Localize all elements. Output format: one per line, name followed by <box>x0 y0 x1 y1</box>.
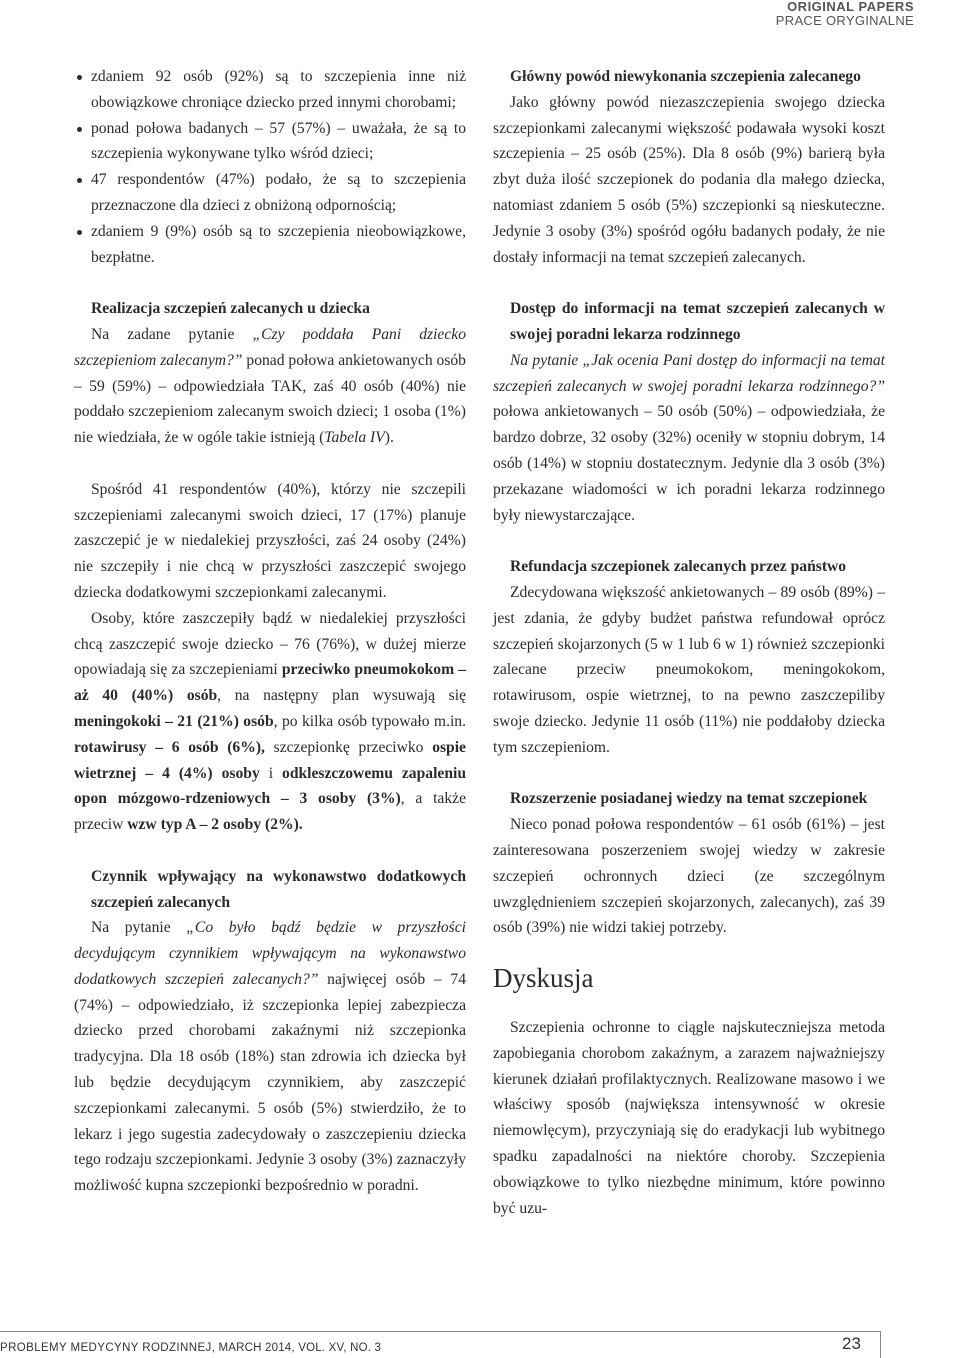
paragraph: Spośród 41 respondentów (40%), którzy nie szczepili szczepieniami zalecanymi swoich dzieci, 17 (17%) planuje zaszczepić je w niedalekiej przyszłości, zaś 24 osoby (24%) nie szczepiły i nie chcą w przyszłości zaszczepić swojego dziecka dodatkowymi szczepionkami zalecanymi. <box>74 480 466 601</box>
paragraph: Jako główny powód niezaszczepienia swojego dziecka szczepionkami zalecanymi większość podawała wysoki koszt szczepienia – 25 osób (25%). Dla 8 osób (9%) barierą była zbyt duża ilość szczepionek do podania dla małego dziecka, natomiast zdaniem 5 osób (5%) szczepionki są nieskuteczne. Jedynie 3 osoby (3%) spośród ogółu badanych podały, że nie dostały informacji na temat szczepień zalecanych. <box>493 93 885 266</box>
paragraph: Na zadane pytanie „Czy poddała Pani dziecko szczepieniom zalecanym?” ponad połowa ankietowanych osób – 59 (59%) – odpowiedziała TAK, zaś 40 osób (40%) nie poddało szczepieniom zalecanym swoich dzieci; 1 osoba (1%) nie wiedziała, że w ogóle takie istnieją (Tabela IV). <box>74 325 466 447</box>
section-heading-czynnik: Czynnik wpływający na wykonawstwo dodatkowych szczepień zalecanych <box>91 867 466 911</box>
list-item: zdaniem 92 osób (92%) są to szczepienia inne niż obowiązkowe chroniące dziecko przed innymi chorobami; <box>91 64 466 116</box>
right-column <box>493 64 885 1221</box>
section-heading-realizacja: Realizacja szczepień zalecanych u dziecka <box>91 300 370 318</box>
footer-rule-tick <box>880 1331 881 1358</box>
journal-name: PROBLEMY MEDYCYNY RODZINNEJ <box>0 1342 212 1354</box>
list-item: 47 respondentów (47%) podało, że są to szczepienia przeznaczone dla dzieci z obniżoną odpornością; <box>91 167 466 219</box>
paragraph: Na pytanie „Co było bądź będzie w przyszłości decydującym czynnikiem wpływającym na wykonawstwo dodatkowych szczepień zalecanych?” najwięcej osób – 74 (74%) – odpowiedziało, iż szczepionka lepiej zabezpiecza dziecko przed chorobami zakaźnymi niż szczepionka tradycyjna. Dla 18 osób (18%) stan zdrowia ich dziecka był lub będzie decydującym czynnikiem, aby zaszczepić szczepionkami zalecanymi. 5 osób (5%) stwierdziło, że to lekarz i jego sugestia zadecydowały o zaszczepieniu dziecka tego rodzaju szczepionkami. Jedynie 3 osoby (3%) zaznaczyły możliwość kupna szczepionki bezpośrednio w poradni. <box>74 919 467 1195</box>
page-number: 23 <box>842 1334 861 1353</box>
paragraph: Na pytanie „Jak ocenia Pani dostęp do informacji na temat szczepień zalecanych w swojej poradni lekarza rodzinnego?” połowa ankietowanych – 50 osób (50%) – odpowiedziała, że bardzo dobrze, 32 osoby (32%) oceniły w stopniu dobrym, 14 osób (14%) w stopniu dostatecznym. Jedynie dla 3 osób (3%) przekazane wiadomości w ich poradni lekarza rodzinnego były niewystarczające. <box>493 351 885 524</box>
running-header <box>776 0 914 28</box>
paragraph: Nieco ponad połowa respondentów – 61 osób (61%) – jest zainteresowana poszerzeniem swojej wiedzy w zakresie szczepień ochronnych dzieci (ze szczególnym uwzględnieniem szczepień skojarzonych, zalecanych), zaś 39 osób (39%) nie widzi takiej potrzeby. <box>493 816 885 937</box>
footer-rule <box>0 1331 880 1332</box>
paragraph: Zdecydowana większość ankietowanych – 89 osób (89%) – jest zdania, że gdyby budżet państwa refundował oprócz szczepień skojarzonych (5 w 1 lub 6 w 1) również szczepionki zalecane przeciw pneumokokom, meningokokom, rotawirusom, ospie wietrznej, to na pewno zaszczepiliby swoje dziecko. Jedynie 11 osób (11%) nie poddałoby dziecka tym szczepieniom. <box>493 583 885 756</box>
section-heading-dostep: Dostęp do informacji na temat szczepień zalecanych w swojej poradni lekarza rodzinnego <box>510 300 885 343</box>
journal-issue: , MARCH 2014, VOL. XV, NO. 3 <box>211 1342 382 1354</box>
paragraph: Szczepienia ochronne to ciągle najskuteczniejsza metoda zapobiegania chorobom zakaźnym, a zarazem najważniejszy kierunek działań profilaktycznych. Realizowane masowo i we właściwy sposób (największa intensywność w okresie niemowlęcym), przyczyniają się do eradykacji lub wybitnego spadku zapadalności na niektóre choroby. Szczepienia obowiązkowe to tylko niezbędne minimum, które powinno być uzu- <box>493 1019 885 1217</box>
paragraph: Osoby, które zaszczepiły bądź w niedalekiej przyszłości chcą zaszczepić swoje dziecko – 76 (76%), w dużej mierze opowiadają się za szczepieniami przeciwko pneumokokom – aż 40 (40%) osób, na następny plan wysuwają się meningokoki – 21 (21%) osób, po kilka osób typowało m.in. rotawirusy – 6 osób (6%), szczepionkę przeciwko ospie wietrznej – 4 (4%) osoby i odkleszczowemu zapaleniu opon mózgowo-rdzeniowych – 3 osoby (3%), a także przeciw wzw typ A – 2 osoby (2%). <box>74 609 467 834</box>
section-heading-glowny-powod: Główny powód niewykonania szczepienia zalecanego <box>510 68 861 85</box>
section-heading-refundacja: Refundacja szczepionek zalecanych przez państwo <box>510 558 847 576</box>
left-column <box>74 64 466 1199</box>
list-item: ponad połowa badanych – 57 (57%) – uważała, że są to szczepienia wykonywane tylko wśród dzieci; <box>91 116 466 168</box>
section-heading-rozszerzenie: Rozszerzenie posiadanej wiedzy na temat szczepionek <box>510 790 868 808</box>
list-item: zdaniem 9 (9%) osób są to szczepienia nieobowiązkowe, bezpłatne. <box>91 219 466 271</box>
bullet-list <box>74 64 466 270</box>
section-heading-dyskusja: Dyskusja <box>493 963 594 994</box>
header-section-en: ORIGINAL PAPERS <box>787 0 914 14</box>
footer-citation <box>0 1342 381 1354</box>
header-section-pl: PRACE ORYGINALNE <box>775 13 914 28</box>
